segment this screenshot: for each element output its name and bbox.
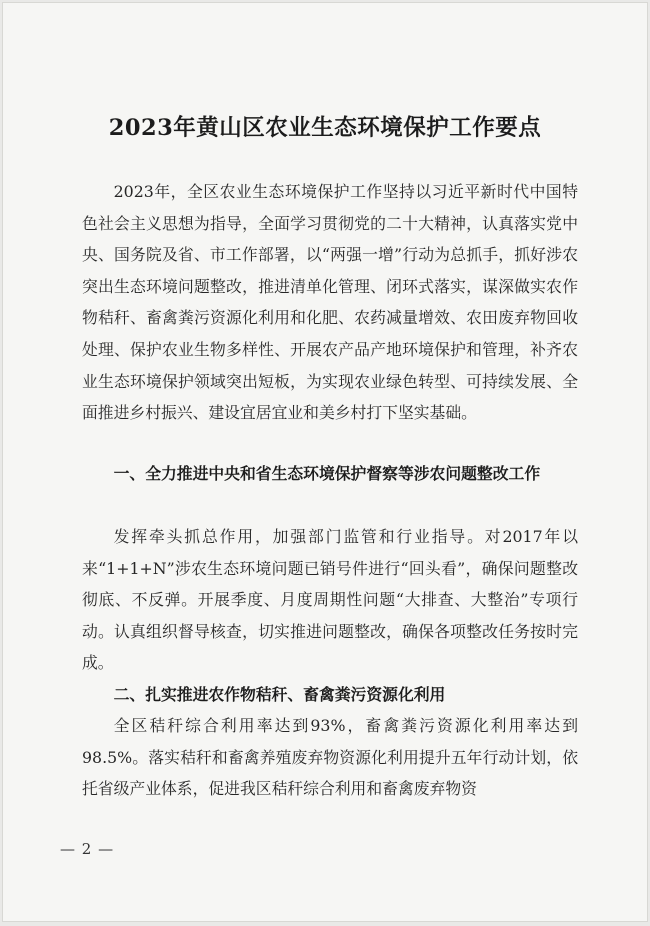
section-1-heading: 一、全力推进中央和省生态环境保护督察等涉农问题整改工作	[113, 464, 541, 483]
page-number: — 2 —	[60, 840, 115, 858]
document-title: 2023年黄山区农业生态环境保护工作要点	[108, 115, 542, 141]
section-1-body-block	[82, 521, 578, 679]
intro-paragraph: 2023年，全区农业生态环境保护工作坚持以习近平新时代中国特色社会主义思想为指导，全面学习贯彻党的二十大精神，认真落实党中央、国务院及省、市工作部署，以“两强一增”行动为总抓手，抓好涉农突出生态环境问题整改，推进清单化管理、闭环式落实，谋深做实农作物秸秆、畜禽粪污资源化利用和化肥、农药减量增效、农田废弃物回收处理、保护农业生物多样性、开展农产品产地环境保护和管理，补齐农业生态环境保护领域突出短板，为实现农业绿色转型、可持续发展、全面推进乡村振兴、建设宜居宜业和美乡村打下坚实基础。	[82, 182, 578, 423]
section-1-paragraph: 发挥牵头抓总作用，加强部门监管和行业指导。对2017年以来“1+1+N”涉农生态环境问题已销号件进行“回头看”，确保问题整改彻底、不反弹。开展季度、月度周期性问题“大排查、大整治”专项行动。认真组织督导核查，切实推进问题整改，确保各项整改任务按时完成。	[82, 527, 578, 673]
document-page	[2, 2, 648, 922]
section-2-paragraph: 全区秸秆综合利用率达到93%，畜禽粪污资源化利用率达到98.5%。落实秸秆和畜禽养殖废弃物资源化利用提升五年行动计划，依托省级产业体系，促进我区秸秆综合利用和畜禽废弃物资	[82, 716, 578, 799]
section-2-body-block	[82, 710, 578, 805]
section-1-heading-block	[82, 458, 578, 490]
section-2-heading-block	[82, 679, 578, 711]
intro-block	[82, 176, 578, 429]
section-2-heading: 二、扎实推进农作物秸秆、畜禽粪污资源化利用	[113, 685, 446, 704]
